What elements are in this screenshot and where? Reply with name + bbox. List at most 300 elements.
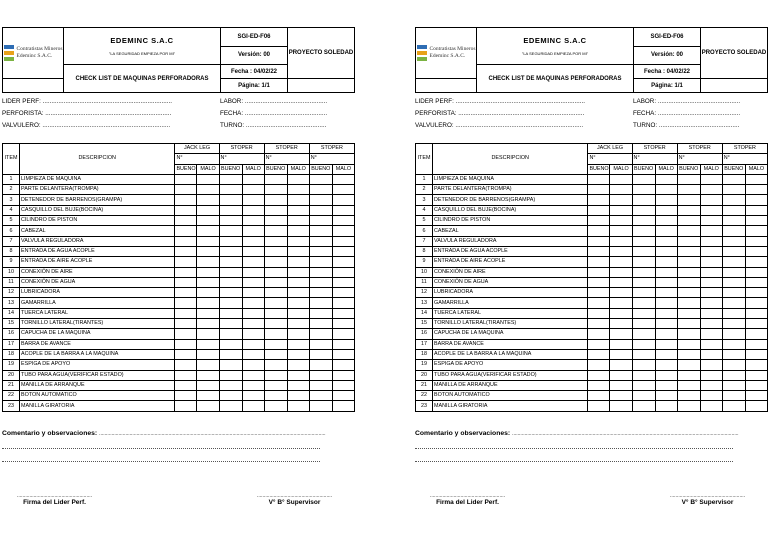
malo-check-cell[interactable] <box>287 329 309 339</box>
malo-check-cell[interactable] <box>745 226 767 236</box>
bueno-check-cell[interactable] <box>309 236 332 246</box>
malo-check-cell[interactable] <box>287 205 309 215</box>
bueno-check-cell[interactable] <box>722 288 745 298</box>
malo-check-cell[interactable] <box>197 267 219 277</box>
bueno-check-cell[interactable] <box>632 370 655 380</box>
malo-check-cell[interactable] <box>655 339 677 349</box>
bueno-check-cell[interactable] <box>219 401 242 411</box>
bueno-check-cell[interactable] <box>677 339 700 349</box>
malo-check-cell[interactable] <box>332 277 354 287</box>
malo-check-cell[interactable] <box>242 329 264 339</box>
malo-check-cell[interactable] <box>287 246 309 256</box>
malo-check-cell[interactable] <box>610 349 632 359</box>
bueno-check-cell[interactable] <box>588 277 610 287</box>
bueno-check-cell[interactable] <box>722 174 745 184</box>
malo-check-cell[interactable] <box>287 257 309 267</box>
bueno-check-cell[interactable] <box>175 195 197 205</box>
malo-check-cell[interactable] <box>700 277 722 287</box>
bueno-check-cell[interactable] <box>264 339 287 349</box>
bueno-check-cell[interactable] <box>219 226 242 236</box>
machine-number-cell[interactable]: N° <box>588 154 632 164</box>
malo-check-cell[interactable] <box>242 298 264 308</box>
malo-check-cell[interactable] <box>745 360 767 370</box>
bueno-check-cell[interactable] <box>722 308 745 318</box>
bueno-check-cell[interactable] <box>722 216 745 226</box>
bueno-check-cell[interactable] <box>309 195 332 205</box>
bueno-check-cell[interactable] <box>632 267 655 277</box>
bueno-check-cell[interactable] <box>632 195 655 205</box>
malo-check-cell[interactable] <box>655 174 677 184</box>
bueno-check-cell[interactable] <box>722 195 745 205</box>
fecha-field[interactable]: FECHA: ............................................... <box>220 110 328 117</box>
malo-check-cell[interactable] <box>287 401 309 411</box>
malo-check-cell[interactable] <box>332 174 354 184</box>
bueno-check-cell[interactable] <box>309 298 332 308</box>
malo-check-cell[interactable] <box>655 185 677 195</box>
bueno-check-cell[interactable] <box>588 267 610 277</box>
bueno-check-cell[interactable] <box>632 391 655 401</box>
bueno-check-cell[interactable] <box>175 288 197 298</box>
malo-check-cell[interactable] <box>655 401 677 411</box>
bueno-check-cell[interactable] <box>219 257 242 267</box>
malo-check-cell[interactable] <box>610 185 632 195</box>
bueno-check-cell[interactable] <box>219 195 242 205</box>
labor-field[interactable]: LABOR: ............................................... <box>633 98 741 105</box>
malo-check-cell[interactable] <box>242 226 264 236</box>
malo-check-cell[interactable] <box>242 339 264 349</box>
malo-check-cell[interactable] <box>700 401 722 411</box>
malo-check-cell[interactable] <box>332 370 354 380</box>
bueno-check-cell[interactable] <box>677 308 700 318</box>
bueno-check-cell[interactable] <box>219 308 242 318</box>
malo-check-cell[interactable] <box>242 205 264 215</box>
malo-check-cell[interactable] <box>287 339 309 349</box>
malo-check-cell[interactable] <box>745 319 767 329</box>
malo-check-cell[interactable] <box>745 174 767 184</box>
bueno-check-cell[interactable] <box>677 226 700 236</box>
bueno-check-cell[interactable] <box>309 267 332 277</box>
malo-check-cell[interactable] <box>610 380 632 390</box>
bueno-check-cell[interactable] <box>219 246 242 256</box>
bueno-check-cell[interactable] <box>632 236 655 246</box>
malo-check-cell[interactable] <box>610 236 632 246</box>
bueno-check-cell[interactable] <box>264 349 287 359</box>
malo-check-cell[interactable] <box>655 226 677 236</box>
bueno-check-cell[interactable] <box>264 308 287 318</box>
malo-check-cell[interactable] <box>610 370 632 380</box>
malo-check-cell[interactable] <box>610 288 632 298</box>
malo-check-cell[interactable] <box>610 308 632 318</box>
bueno-check-cell[interactable] <box>632 174 655 184</box>
malo-check-cell[interactable] <box>287 319 309 329</box>
bueno-check-cell[interactable] <box>588 226 610 236</box>
bueno-check-cell[interactable] <box>175 257 197 267</box>
bueno-check-cell[interactable] <box>677 380 700 390</box>
malo-check-cell[interactable] <box>745 288 767 298</box>
bueno-check-cell[interactable] <box>309 185 332 195</box>
malo-check-cell[interactable] <box>197 205 219 215</box>
malo-check-cell[interactable] <box>332 380 354 390</box>
bueno-check-cell[interactable] <box>219 205 242 215</box>
bueno-check-cell[interactable] <box>175 205 197 215</box>
malo-check-cell[interactable] <box>655 308 677 318</box>
machine-number-cell[interactable]: N° <box>722 154 767 164</box>
malo-check-cell[interactable] <box>242 391 264 401</box>
malo-check-cell[interactable] <box>287 298 309 308</box>
bueno-check-cell[interactable] <box>219 319 242 329</box>
signature-lider[interactable] <box>2 493 107 506</box>
malo-check-cell[interactable] <box>287 216 309 226</box>
malo-check-cell[interactable] <box>655 319 677 329</box>
malo-check-cell[interactable] <box>745 267 767 277</box>
bueno-check-cell[interactable] <box>632 205 655 215</box>
bueno-check-cell[interactable] <box>309 339 332 349</box>
malo-check-cell[interactable] <box>745 216 767 226</box>
malo-check-cell[interactable] <box>700 236 722 246</box>
bueno-check-cell[interactable] <box>219 236 242 246</box>
malo-check-cell[interactable] <box>332 185 354 195</box>
malo-check-cell[interactable] <box>242 360 264 370</box>
malo-check-cell[interactable] <box>242 216 264 226</box>
bueno-check-cell[interactable] <box>632 216 655 226</box>
bueno-check-cell[interactable] <box>264 298 287 308</box>
bueno-check-cell[interactable] <box>722 236 745 246</box>
bueno-check-cell[interactable] <box>175 360 197 370</box>
bueno-check-cell[interactable] <box>632 246 655 256</box>
malo-check-cell[interactable] <box>610 329 632 339</box>
malo-check-cell[interactable] <box>242 174 264 184</box>
bueno-check-cell[interactable] <box>722 277 745 287</box>
bueno-check-cell[interactable] <box>264 246 287 256</box>
malo-check-cell[interactable] <box>287 360 309 370</box>
malo-check-cell[interactable] <box>610 267 632 277</box>
bueno-check-cell[interactable] <box>588 360 610 370</box>
bueno-check-cell[interactable] <box>309 319 332 329</box>
bueno-check-cell[interactable] <box>175 380 197 390</box>
bueno-check-cell[interactable] <box>219 185 242 195</box>
malo-check-cell[interactable] <box>197 349 219 359</box>
malo-check-cell[interactable] <box>610 174 632 184</box>
malo-check-cell[interactable] <box>242 288 264 298</box>
bueno-check-cell[interactable] <box>175 370 197 380</box>
malo-check-cell[interactable] <box>745 185 767 195</box>
bueno-check-cell[interactable] <box>632 288 655 298</box>
bueno-check-cell[interactable] <box>677 391 700 401</box>
bueno-check-cell[interactable] <box>722 401 745 411</box>
bueno-check-cell[interactable] <box>309 401 332 411</box>
bueno-check-cell[interactable] <box>588 380 610 390</box>
bueno-check-cell[interactable] <box>588 298 610 308</box>
bueno-check-cell[interactable] <box>677 267 700 277</box>
perforista-field[interactable]: PERFORISTA: ........................................................................ <box>415 110 585 117</box>
malo-check-cell[interactable] <box>197 339 219 349</box>
malo-check-cell[interactable] <box>197 298 219 308</box>
bueno-check-cell[interactable] <box>632 380 655 390</box>
malo-check-cell[interactable] <box>242 185 264 195</box>
malo-check-cell[interactable] <box>745 195 767 205</box>
bueno-check-cell[interactable] <box>588 349 610 359</box>
malo-check-cell[interactable] <box>242 308 264 318</box>
machine-number-cell[interactable]: N° <box>632 154 677 164</box>
bueno-check-cell[interactable] <box>677 246 700 256</box>
malo-check-cell[interactable] <box>655 360 677 370</box>
malo-check-cell[interactable] <box>700 308 722 318</box>
bueno-check-cell[interactable] <box>677 216 700 226</box>
bueno-check-cell[interactable] <box>309 174 332 184</box>
malo-check-cell[interactable] <box>745 257 767 267</box>
bueno-check-cell[interactable] <box>219 370 242 380</box>
malo-check-cell[interactable] <box>655 288 677 298</box>
turno-field[interactable]: TURNO: .............................................. <box>633 122 740 129</box>
bueno-check-cell[interactable] <box>309 257 332 267</box>
bueno-check-cell[interactable] <box>677 257 700 267</box>
bueno-check-cell[interactable] <box>309 380 332 390</box>
malo-check-cell[interactable] <box>287 236 309 246</box>
bueno-check-cell[interactable] <box>722 205 745 215</box>
bueno-check-cell[interactable] <box>219 349 242 359</box>
malo-check-cell[interactable] <box>332 298 354 308</box>
malo-check-cell[interactable] <box>287 349 309 359</box>
malo-check-cell[interactable] <box>287 391 309 401</box>
bueno-check-cell[interactable] <box>588 236 610 246</box>
bueno-check-cell[interactable] <box>264 267 287 277</box>
bueno-check-cell[interactable] <box>309 226 332 236</box>
bueno-check-cell[interactable] <box>677 236 700 246</box>
malo-check-cell[interactable] <box>700 298 722 308</box>
bueno-check-cell[interactable] <box>219 391 242 401</box>
malo-check-cell[interactable] <box>655 329 677 339</box>
bueno-check-cell[interactable] <box>264 319 287 329</box>
bueno-check-cell[interactable] <box>588 246 610 256</box>
bueno-check-cell[interactable] <box>588 329 610 339</box>
perforista-field[interactable]: PERFORISTA: ........................................................................ <box>2 110 172 117</box>
bueno-check-cell[interactable] <box>722 319 745 329</box>
malo-check-cell[interactable] <box>332 267 354 277</box>
bueno-check-cell[interactable] <box>632 339 655 349</box>
malo-check-cell[interactable] <box>700 370 722 380</box>
malo-check-cell[interactable] <box>610 391 632 401</box>
bueno-check-cell[interactable] <box>677 319 700 329</box>
malo-check-cell[interactable] <box>242 246 264 256</box>
malo-check-cell[interactable] <box>610 401 632 411</box>
malo-check-cell[interactable] <box>700 226 722 236</box>
malo-check-cell[interactable] <box>332 195 354 205</box>
bueno-check-cell[interactable] <box>219 298 242 308</box>
malo-check-cell[interactable] <box>242 380 264 390</box>
malo-check-cell[interactable] <box>197 226 219 236</box>
bueno-check-cell[interactable] <box>722 246 745 256</box>
malo-check-cell[interactable] <box>700 246 722 256</box>
malo-check-cell[interactable] <box>287 277 309 287</box>
malo-check-cell[interactable] <box>287 195 309 205</box>
malo-check-cell[interactable] <box>242 267 264 277</box>
bueno-check-cell[interactable] <box>677 370 700 380</box>
malo-check-cell[interactable] <box>242 195 264 205</box>
bueno-check-cell[interactable] <box>175 339 197 349</box>
bueno-check-cell[interactable] <box>588 288 610 298</box>
malo-check-cell[interactable] <box>745 391 767 401</box>
bueno-check-cell[interactable] <box>588 174 610 184</box>
malo-check-cell[interactable] <box>745 370 767 380</box>
bueno-check-cell[interactable] <box>588 401 610 411</box>
bueno-check-cell[interactable] <box>677 349 700 359</box>
malo-check-cell[interactable] <box>745 277 767 287</box>
bueno-check-cell[interactable] <box>677 298 700 308</box>
malo-check-cell[interactable] <box>610 277 632 287</box>
malo-check-cell[interactable] <box>700 329 722 339</box>
bueno-check-cell[interactable] <box>309 360 332 370</box>
malo-check-cell[interactable] <box>610 339 632 349</box>
bueno-check-cell[interactable] <box>632 277 655 287</box>
bueno-check-cell[interactable] <box>309 288 332 298</box>
malo-check-cell[interactable] <box>700 288 722 298</box>
malo-check-cell[interactable] <box>332 216 354 226</box>
malo-check-cell[interactable] <box>655 257 677 267</box>
bueno-check-cell[interactable] <box>722 391 745 401</box>
malo-check-cell[interactable] <box>287 308 309 318</box>
bueno-check-cell[interactable] <box>722 267 745 277</box>
bueno-check-cell[interactable] <box>175 236 197 246</box>
bueno-check-cell[interactable] <box>588 308 610 318</box>
signature-lider[interactable] <box>415 493 520 506</box>
malo-check-cell[interactable] <box>655 349 677 359</box>
valvulero-field[interactable]: VALVULERO: ......................................................................... <box>2 122 171 129</box>
malo-check-cell[interactable] <box>287 185 309 195</box>
bueno-check-cell[interactable] <box>632 226 655 236</box>
bueno-check-cell[interactable] <box>264 226 287 236</box>
malo-check-cell[interactable] <box>655 236 677 246</box>
malo-check-cell[interactable] <box>700 339 722 349</box>
malo-check-cell[interactable] <box>197 195 219 205</box>
malo-check-cell[interactable] <box>197 401 219 411</box>
malo-check-cell[interactable] <box>332 308 354 318</box>
malo-check-cell[interactable] <box>332 246 354 256</box>
bueno-check-cell[interactable] <box>219 216 242 226</box>
bueno-check-cell[interactable] <box>722 370 745 380</box>
bueno-check-cell[interactable] <box>219 277 242 287</box>
malo-check-cell[interactable] <box>197 319 219 329</box>
bueno-check-cell[interactable] <box>264 401 287 411</box>
malo-check-cell[interactable] <box>745 349 767 359</box>
malo-check-cell[interactable] <box>745 329 767 339</box>
bueno-check-cell[interactable] <box>264 216 287 226</box>
malo-check-cell[interactable] <box>610 226 632 236</box>
bueno-check-cell[interactable] <box>309 370 332 380</box>
malo-check-cell[interactable] <box>197 257 219 267</box>
bueno-check-cell[interactable] <box>677 195 700 205</box>
malo-check-cell[interactable] <box>655 246 677 256</box>
malo-check-cell[interactable] <box>242 277 264 287</box>
bueno-check-cell[interactable] <box>264 185 287 195</box>
malo-check-cell[interactable] <box>655 216 677 226</box>
malo-check-cell[interactable] <box>655 391 677 401</box>
malo-check-cell[interactable] <box>655 298 677 308</box>
malo-check-cell[interactable] <box>197 360 219 370</box>
malo-check-cell[interactable] <box>332 226 354 236</box>
bueno-check-cell[interactable] <box>588 185 610 195</box>
malo-check-cell[interactable] <box>610 257 632 267</box>
bueno-check-cell[interactable] <box>677 205 700 215</box>
bueno-check-cell[interactable] <box>677 174 700 184</box>
bueno-check-cell[interactable] <box>588 319 610 329</box>
malo-check-cell[interactable] <box>655 277 677 287</box>
malo-check-cell[interactable] <box>197 370 219 380</box>
bueno-check-cell[interactable] <box>632 349 655 359</box>
machine-number-cell[interactable]: N° <box>309 154 354 164</box>
malo-check-cell[interactable] <box>332 236 354 246</box>
bueno-check-cell[interactable] <box>175 226 197 236</box>
bueno-check-cell[interactable] <box>175 267 197 277</box>
bueno-check-cell[interactable] <box>722 298 745 308</box>
malo-check-cell[interactable] <box>197 329 219 339</box>
malo-check-cell[interactable] <box>700 257 722 267</box>
malo-check-cell[interactable] <box>197 246 219 256</box>
comment-line[interactable] <box>415 448 733 449</box>
bueno-check-cell[interactable] <box>309 391 332 401</box>
malo-check-cell[interactable] <box>610 246 632 256</box>
malo-check-cell[interactable] <box>197 277 219 287</box>
malo-check-cell[interactable] <box>745 246 767 256</box>
bueno-check-cell[interactable] <box>264 205 287 215</box>
bueno-check-cell[interactable] <box>677 288 700 298</box>
malo-check-cell[interactable] <box>745 339 767 349</box>
bueno-check-cell[interactable] <box>219 360 242 370</box>
malo-check-cell[interactable] <box>655 380 677 390</box>
bueno-check-cell[interactable] <box>175 401 197 411</box>
bueno-check-cell[interactable] <box>722 380 745 390</box>
bueno-check-cell[interactable] <box>175 319 197 329</box>
malo-check-cell[interactable] <box>610 216 632 226</box>
machine-number-cell[interactable]: N° <box>677 154 722 164</box>
bueno-check-cell[interactable] <box>264 380 287 390</box>
bueno-check-cell[interactable] <box>175 174 197 184</box>
malo-check-cell[interactable] <box>745 380 767 390</box>
malo-check-cell[interactable] <box>332 319 354 329</box>
bueno-check-cell[interactable] <box>264 329 287 339</box>
bueno-check-cell[interactable] <box>632 308 655 318</box>
malo-check-cell[interactable] <box>287 370 309 380</box>
bueno-check-cell[interactable] <box>175 391 197 401</box>
bueno-check-cell[interactable] <box>632 185 655 195</box>
bueno-check-cell[interactable] <box>175 277 197 287</box>
malo-check-cell[interactable] <box>287 174 309 184</box>
malo-check-cell[interactable] <box>700 380 722 390</box>
bueno-check-cell[interactable] <box>588 391 610 401</box>
malo-check-cell[interactable] <box>610 195 632 205</box>
malo-check-cell[interactable] <box>287 288 309 298</box>
malo-check-cell[interactable] <box>287 380 309 390</box>
malo-check-cell[interactable] <box>700 349 722 359</box>
malo-check-cell[interactable] <box>242 349 264 359</box>
bueno-check-cell[interactable] <box>588 195 610 205</box>
malo-check-cell[interactable] <box>332 205 354 215</box>
bueno-check-cell[interactable] <box>175 329 197 339</box>
malo-check-cell[interactable] <box>242 401 264 411</box>
bueno-check-cell[interactable] <box>175 349 197 359</box>
bueno-check-cell[interactable] <box>588 370 610 380</box>
malo-check-cell[interactable] <box>745 205 767 215</box>
bueno-check-cell[interactable] <box>264 360 287 370</box>
malo-check-cell[interactable] <box>332 329 354 339</box>
comment-line[interactable] <box>2 461 320 462</box>
malo-check-cell[interactable] <box>655 370 677 380</box>
bueno-check-cell[interactable] <box>264 195 287 205</box>
bueno-check-cell[interactable] <box>588 205 610 215</box>
lider-field[interactable]: LIDER PERF: .......................................................................... <box>2 98 173 105</box>
malo-check-cell[interactable] <box>287 226 309 236</box>
signature-supervisor[interactable] <box>242 493 347 506</box>
bueno-check-cell[interactable] <box>677 329 700 339</box>
